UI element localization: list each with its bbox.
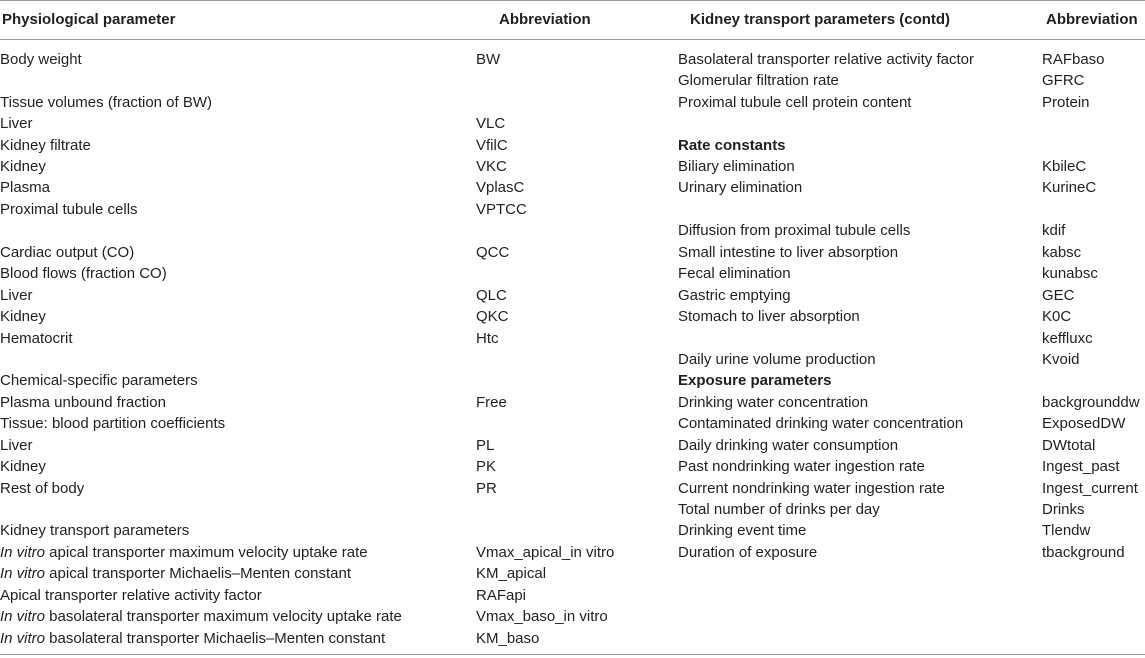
- table-row: [678, 392, 1145, 413]
- in-vitro-prefix: In vitro: [0, 630, 46, 647]
- section-label: Tissue volumes (fraction of BW): [0, 94, 212, 111]
- param-label: Liver: [0, 287, 33, 304]
- param-label: Kidney: [0, 158, 46, 175]
- param-text: apical transporter maximum velocity uptake rate: [45, 544, 368, 561]
- table-row: [678, 242, 1145, 263]
- table-row: [0, 199, 670, 220]
- table-row: [0, 435, 670, 456]
- param-label: Hematocrit: [0, 330, 73, 347]
- param-label: Kidney: [0, 308, 46, 325]
- param-label: Stomach to liver absorption: [678, 308, 860, 325]
- param-label: Gastric emptying: [678, 287, 791, 304]
- param-label: Proximal tubule cells: [0, 201, 138, 218]
- abbr-label: VPTCC: [476, 201, 527, 218]
- abbr-label: KbileC: [1042, 158, 1087, 175]
- abbr-label: Drinks: [1042, 501, 1085, 518]
- param-text: basolateral transporter maximum velocity uptake rate: [45, 608, 402, 625]
- param-label: Plasma unbound fraction: [0, 394, 166, 411]
- table-row: [0, 285, 670, 306]
- param-label: Fecal elimination: [678, 265, 791, 282]
- table-row: [0, 563, 670, 584]
- table-row: [678, 499, 1145, 520]
- table-row: [678, 435, 1145, 456]
- table-row: [0, 628, 670, 649]
- table-row: [678, 156, 1145, 177]
- table-row: [678, 306, 1145, 327]
- table-row: [678, 135, 1145, 156]
- section-label: Kidney transport parameters: [0, 522, 190, 539]
- abbr-label: kdif: [1042, 222, 1066, 239]
- abbr-label: VplasC: [476, 179, 525, 196]
- param-label: Kidney: [0, 458, 46, 475]
- table-row: [678, 456, 1145, 477]
- table-row: [0, 92, 670, 113]
- table-bottom-rule: [0, 654, 1145, 655]
- section-label: Tissue: blood partition coefficients: [0, 415, 226, 432]
- param-label: Daily urine volume production: [678, 351, 876, 368]
- abbr-label: backgrounddw: [1042, 394, 1140, 411]
- param-label: Rest of body: [0, 480, 85, 497]
- abbr-label: KM_apical: [476, 565, 547, 582]
- in-vitro-prefix: In vitro: [0, 608, 46, 625]
- in-vitro-prefix: In vitro: [0, 544, 46, 561]
- table-row: [0, 392, 670, 413]
- table-header-rule: [0, 39, 1145, 40]
- param-label: Current nondrinking water ingestion rate: [678, 480, 945, 497]
- param-label: [0, 606, 402, 627]
- table-row: [0, 156, 670, 177]
- param-label: Small intestine to liver absorption: [678, 244, 899, 261]
- abbr-label: Ingest_past: [1042, 458, 1120, 475]
- abbr-label: GEC: [1042, 287, 1075, 304]
- param-label: Biliary elimination: [678, 158, 795, 175]
- param-label: Proximal tubule cell protein content: [678, 94, 912, 111]
- table-row: [0, 585, 670, 606]
- table-row: [0, 456, 670, 477]
- abbr-label: BW: [476, 51, 501, 68]
- in-vitro-prefix: In vitro: [0, 565, 46, 582]
- abbr-label: QCC: [476, 244, 510, 261]
- abbr-label: Vmax_apical_in vitro: [476, 544, 615, 561]
- abbr-label: ExposedDW: [1042, 415, 1126, 432]
- param-label: Diffusion from proximal tubule cells: [678, 222, 911, 239]
- abbr-label: Free: [476, 394, 507, 411]
- table-row: [0, 413, 670, 434]
- section-label: Blood flows (fraction CO): [0, 265, 167, 282]
- param-label: Drinking event time: [678, 522, 807, 539]
- abbr-label: QLC: [476, 287, 507, 304]
- table-row: [678, 370, 1145, 391]
- table-row: [0, 49, 670, 70]
- table-row: [678, 70, 1145, 91]
- param-text: apical transporter Michaelis–Menten constant: [45, 565, 352, 582]
- table-row: [678, 285, 1145, 306]
- abbr-label: KurineC: [1042, 179, 1097, 196]
- abbr-label: keffluxc: [1042, 330, 1093, 347]
- table-row: [678, 349, 1145, 370]
- abbr-label: K0C: [1042, 308, 1072, 325]
- abbr-label: GFRC: [1042, 72, 1085, 89]
- param-label: Drinking water concentration: [678, 394, 869, 411]
- table-row: [678, 263, 1145, 284]
- table-top-rule: [0, 0, 1145, 1]
- table-row: [0, 606, 670, 627]
- abbr-label: Htc: [476, 330, 499, 347]
- param-label: Total number of drinks per day: [678, 501, 880, 518]
- table-row: [0, 328, 670, 349]
- table-row: [0, 263, 670, 284]
- header-abbreviation-left: Abbreviation: [499, 11, 591, 28]
- table-row: [678, 478, 1145, 499]
- param-label: [0, 542, 368, 563]
- table-row: [0, 242, 670, 263]
- table-row: [678, 542, 1145, 563]
- param-label: Daily drinking water consumption: [678, 437, 899, 454]
- abbr-label: PL: [476, 437, 495, 454]
- table-row: [678, 177, 1145, 198]
- param-label: [0, 563, 351, 584]
- abbr-label: Vmax_baso_in vitro: [476, 608, 608, 625]
- table-row: [678, 220, 1145, 241]
- section-heading-exposure-parameters: Exposure parameters: [678, 372, 832, 389]
- table-row: [0, 520, 670, 541]
- param-label: Urinary elimination: [678, 179, 803, 196]
- abbr-label: Protein: [1042, 94, 1090, 111]
- table-row: [0, 113, 670, 134]
- table-row: [0, 177, 670, 198]
- header-abbreviation-right: Abbreviation: [1046, 11, 1138, 28]
- abbr-label: RAFbaso: [1042, 51, 1105, 68]
- abbr-label: PK: [476, 458, 497, 475]
- abbr-label: Kvoid: [1042, 351, 1080, 368]
- table-row: [678, 49, 1145, 70]
- abbr-label: VKC: [476, 158, 507, 175]
- table-row: [678, 92, 1145, 113]
- param-label: Cardiac output (CO): [0, 244, 135, 261]
- abbr-label: Tlendw: [1042, 522, 1091, 539]
- table-row: [0, 370, 670, 391]
- header-kidney-transport-contd: Kidney transport parameters (contd): [690, 11, 951, 28]
- abbr-label: tbackground: [1042, 544, 1125, 561]
- param-label: Liver: [0, 115, 33, 132]
- param-label: Glomerular filtration rate: [678, 72, 839, 89]
- param-label: Liver: [0, 437, 33, 454]
- param-label: Plasma: [0, 179, 51, 196]
- abbr-label: RAFapi: [476, 587, 527, 604]
- param-label: [0, 628, 385, 649]
- param-label: Apical transporter relative activity factor: [0, 587, 262, 604]
- table-row: [0, 135, 670, 156]
- param-label: Past nondrinking water ingestion rate: [678, 458, 925, 475]
- abbr-label: PR: [476, 480, 497, 497]
- abbr-label: VfilC: [476, 137, 508, 154]
- header-physiological-parameter: Physiological parameter: [2, 11, 176, 28]
- table-row: [0, 306, 670, 327]
- abbr-label: KM_baso: [476, 630, 540, 647]
- abbr-label: DWtotal: [1042, 437, 1096, 454]
- table-row: [0, 542, 670, 563]
- abbr-label: Ingest_current: [1042, 480, 1138, 497]
- param-text: basolateral transporter Michaelis–Menten constant: [45, 630, 386, 647]
- abbr-label: QKC: [476, 308, 509, 325]
- param-label: Duration of exposure: [678, 544, 818, 561]
- table-row: [678, 328, 1145, 349]
- section-label: Chemical-specific parameters: [0, 372, 198, 389]
- table-row: [678, 413, 1145, 434]
- param-label: Kidney filtrate: [0, 137, 91, 154]
- table-row: [0, 478, 670, 499]
- param-label: Basolateral transporter relative activity factor: [678, 51, 974, 68]
- abbr-label: kunabsc: [1042, 265, 1098, 282]
- abbr-label: VLC: [476, 115, 506, 132]
- abbr-label: kabsc: [1042, 244, 1082, 261]
- table-row: [678, 520, 1145, 541]
- section-heading-rate-constants: Rate constants: [678, 137, 786, 154]
- param-label: Contaminated drinking water concentration: [678, 415, 964, 432]
- param-label: Body weight: [0, 51, 82, 68]
